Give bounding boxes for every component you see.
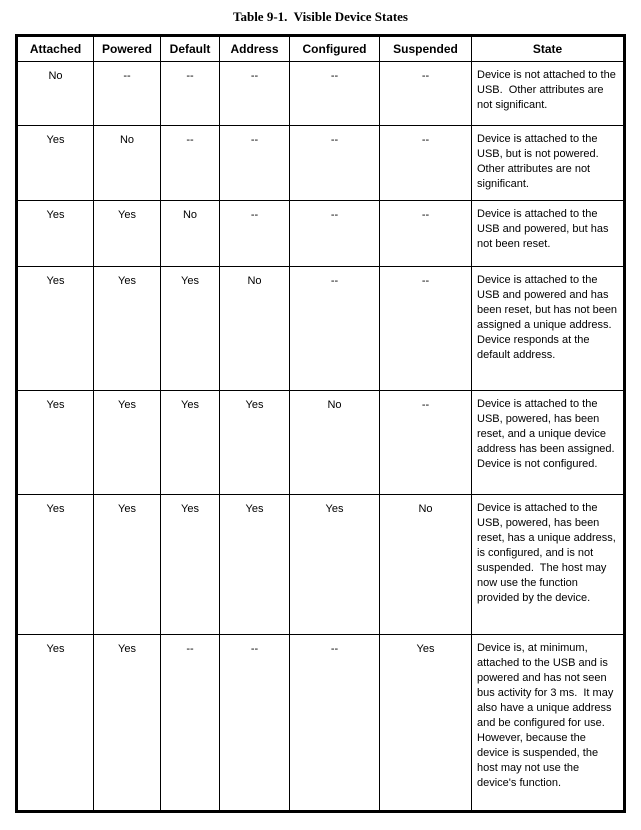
cell-suspended: -- (380, 62, 472, 126)
table-row (17, 635, 625, 812)
cell-configured: -- (290, 62, 380, 126)
cell-configured: -- (290, 201, 380, 267)
cell-suspended: -- (380, 201, 472, 267)
cell-attached: Yes (17, 391, 94, 495)
cell-default: Yes (161, 267, 220, 391)
cell-default: -- (161, 62, 220, 126)
cell-address: No (220, 267, 290, 391)
cell-address: Yes (220, 495, 290, 635)
cell-default: Yes (161, 391, 220, 495)
cell-suspended: -- (380, 391, 472, 495)
cell-powered: Yes (94, 495, 161, 635)
cell-address: -- (220, 635, 290, 812)
column-header-address: Address (220, 36, 290, 62)
cell-powered: -- (94, 62, 161, 126)
cell-configured: -- (290, 126, 380, 201)
cell-configured: No (290, 391, 380, 495)
cell-attached: Yes (17, 635, 94, 812)
column-header-default: Default (161, 36, 220, 62)
cell-state: Device is not attached to the USB. Other attributes are not significant. (472, 62, 625, 126)
visible-device-states-table (15, 34, 626, 813)
cell-state: Device is attached to the USB, powered, has been reset, and a unique device address has been assigned. Device is not configured. (472, 391, 625, 495)
cell-address: -- (220, 201, 290, 267)
table-row (17, 267, 625, 391)
cell-state: Device is attached to the USB, but is not powered. Other attributes are not significant. (472, 126, 625, 201)
cell-powered: Yes (94, 635, 161, 812)
cell-powered: Yes (94, 391, 161, 495)
column-header-attached: Attached (17, 36, 94, 62)
cell-suspended: No (380, 495, 472, 635)
cell-attached: No (17, 62, 94, 126)
cell-state: Device is attached to the USB and powered, but has not been reset. (472, 201, 625, 267)
cell-configured: -- (290, 635, 380, 812)
cell-default: No (161, 201, 220, 267)
cell-powered: No (94, 126, 161, 201)
cell-state: Device is attached to the USB and powered and has been reset, but has not been assigned a unique address. Device responds at the default address. (472, 267, 625, 391)
cell-configured: Yes (290, 495, 380, 635)
cell-state: Device is, at minimum, attached to the USB and is powered and has not seen bus activity for 3 ms. It may also have a unique address and be configured for use. However, because the device is suspended, the host may not use the device's function. (472, 635, 625, 812)
cell-default: Yes (161, 495, 220, 635)
cell-address: -- (220, 126, 290, 201)
cell-suspended: -- (380, 126, 472, 201)
cell-attached: Yes (17, 126, 94, 201)
cell-attached: Yes (17, 267, 94, 391)
cell-address: -- (220, 62, 290, 126)
column-header-powered: Powered (94, 36, 161, 62)
column-header-state: State (472, 36, 625, 62)
table-title: Table 9-1. Visible Device States (232, 9, 408, 24)
table-row (17, 391, 625, 495)
cell-powered: Yes (94, 201, 161, 267)
table-row (17, 495, 625, 635)
table-row (17, 201, 625, 267)
cell-state: Device is attached to the USB, powered, has been reset, has a unique address, is configured, and is not suspended. The host may now use the function provided by the device. (472, 495, 625, 635)
cell-default: -- (161, 126, 220, 201)
cell-attached: Yes (17, 201, 94, 267)
cell-suspended: -- (380, 267, 472, 391)
cell-attached: Yes (17, 495, 94, 635)
table-header-row (17, 36, 625, 62)
table-body (17, 62, 625, 812)
table-row (17, 62, 625, 126)
cell-configured: -- (290, 267, 380, 391)
cell-powered: Yes (94, 267, 161, 391)
column-header-suspended: Suspended (380, 36, 472, 62)
cell-address: Yes (220, 391, 290, 495)
column-header-configured: Configured (290, 36, 380, 62)
cell-suspended: Yes (380, 635, 472, 812)
cell-default: -- (161, 635, 220, 812)
table-row (17, 126, 625, 201)
